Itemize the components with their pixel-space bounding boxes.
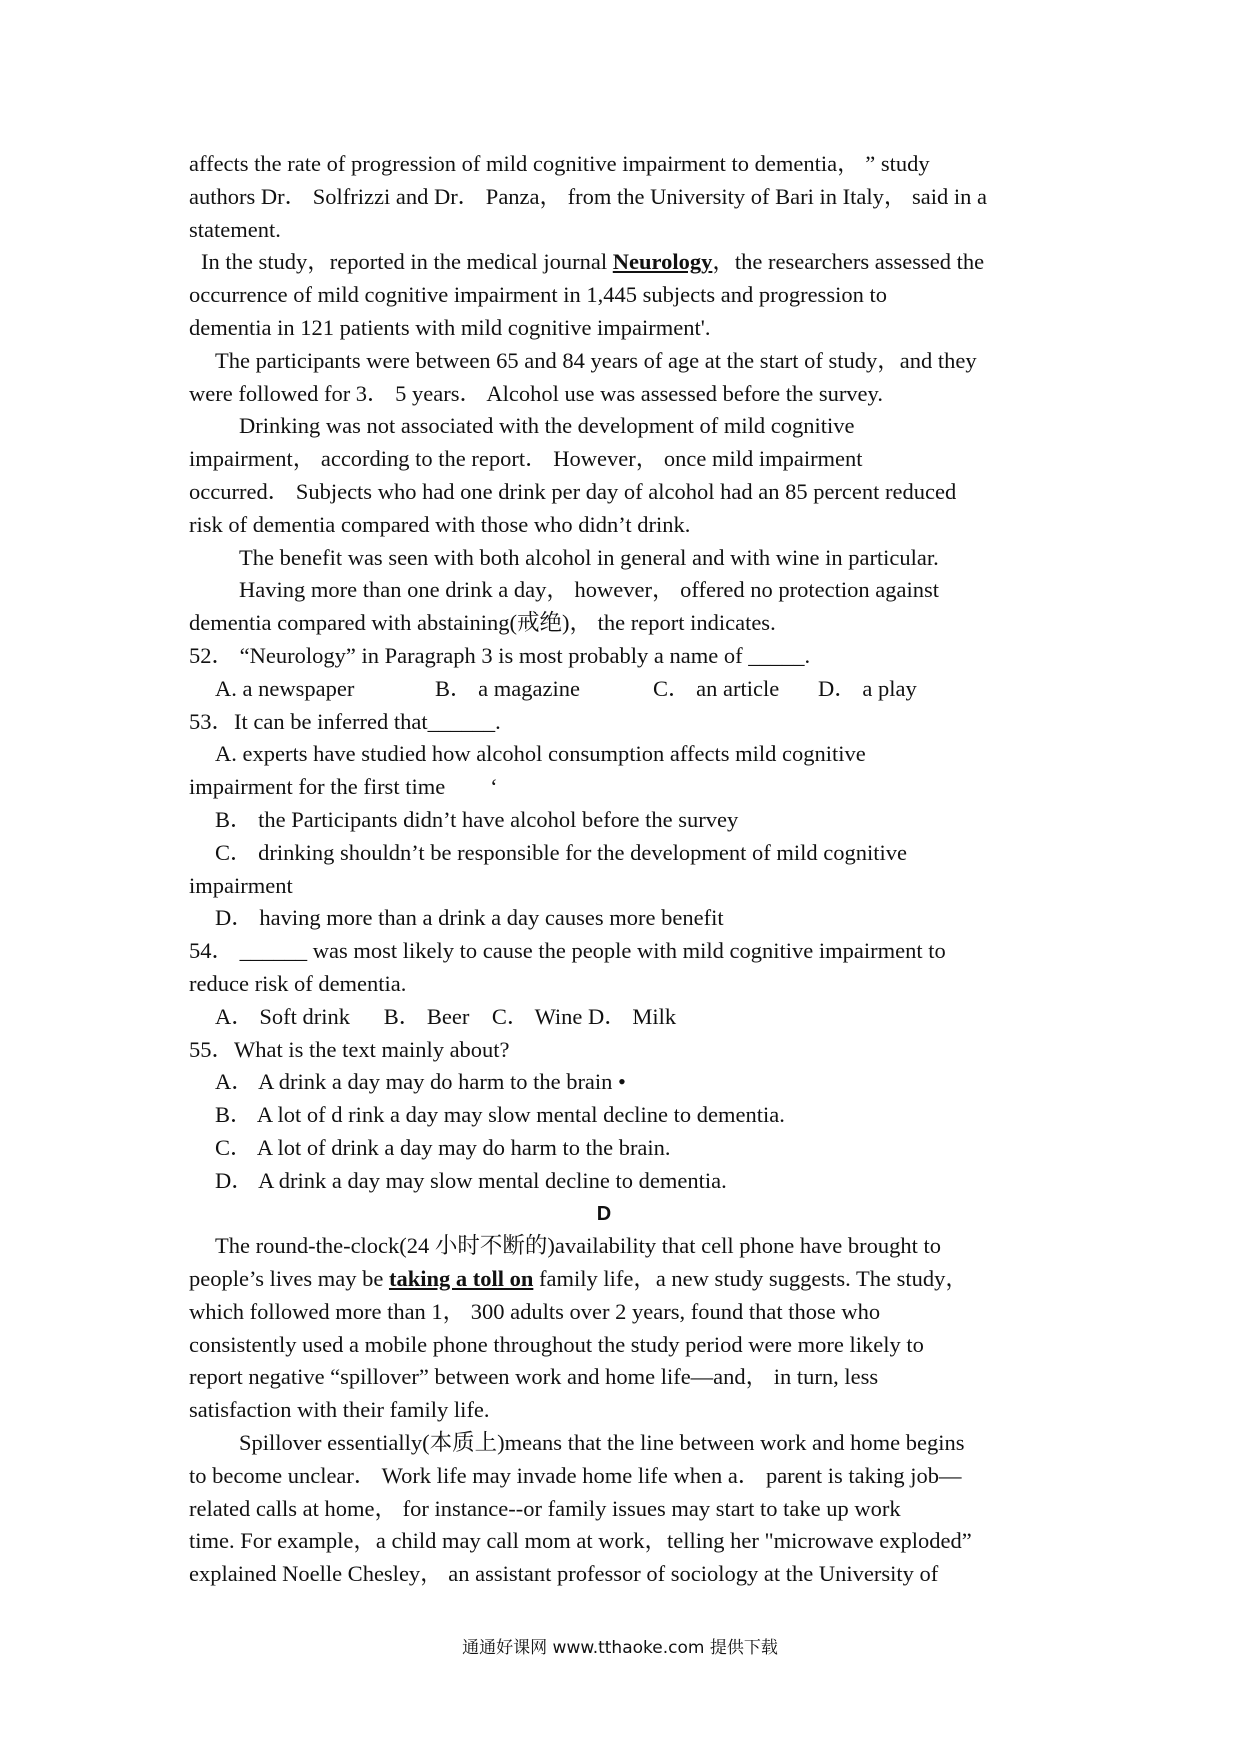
passage-line bbox=[189, 1263, 1069, 1296]
question-53: 53．It can be inferred that______. bbox=[189, 708, 501, 734]
passage-line: time. For example，a child may call mom at work，telling her "microwave exploded” bbox=[189, 1528, 972, 1554]
option-d: D． a play bbox=[818, 675, 917, 701]
question-54-options: A． Soft drink B． Beer C． Wine D． Milk bbox=[215, 1003, 677, 1029]
passage-line: statement. bbox=[189, 216, 281, 242]
question-52-options bbox=[189, 673, 1069, 706]
passage-line: The benefit was seen with both alcohol in general and with wine in particular. bbox=[239, 544, 939, 570]
passage-line: affects the rate of progression of mild cognitive impairment to dementia， ” study bbox=[189, 151, 930, 176]
footer-watermark: 通通好课网 www.tthaoke.com 提供下载 bbox=[462, 1638, 778, 1658]
question-55: 55．What is the text mainly about? bbox=[189, 1036, 510, 1062]
passage-line: to become unclear． Work life may invade home life when a． parent is taking job— bbox=[189, 1462, 962, 1488]
passage-line: The participants were between 65 and 84 years of age at the start of study，and they bbox=[215, 347, 977, 373]
passage-text: family life，a new study suggests. The study， bbox=[533, 1266, 968, 1292]
passage-line: which followed more than 1， 300 adults over 2 years, found that those who bbox=[189, 1298, 881, 1324]
exam-page bbox=[189, 148, 1069, 1591]
option-a: A． A drink a day may do harm to the brain • bbox=[215, 1069, 626, 1095]
passage-line: Having more than one drink a day， however， offered no protection against bbox=[239, 577, 939, 603]
passage-line: authors Dr． Solfrizzi and Dr． Panza， from the University of Bari in Italy， said in a bbox=[189, 183, 987, 209]
passage-line: explained Noelle Chesley， an assistant professor of sociology at the University of bbox=[189, 1561, 939, 1587]
question-54: 54． ______ was most likely to cause the people with mild cognitive impairment to bbox=[189, 938, 946, 964]
passage-line bbox=[189, 246, 1069, 279]
passage-line: related calls at home， for instance--or family issues may start to take up work bbox=[189, 1495, 901, 1521]
passage-text: In the study，reported in the medical journal bbox=[201, 249, 613, 275]
option-c-cont: impairment bbox=[189, 872, 293, 898]
passage-line: occurred． Subjects who had one drink per day of alcohol had an 85 percent reduced bbox=[189, 478, 957, 504]
option-a: A. a newspaper bbox=[215, 675, 355, 701]
passage-line: occurrence of mild cognitive impairment in 1,445 subjects and progression to bbox=[189, 282, 887, 308]
passage-line: risk of dementia compared with those who didn’t drink. bbox=[189, 511, 691, 537]
question-54-cont: reduce risk of dementia. bbox=[189, 970, 407, 996]
section-heading: D bbox=[596, 1202, 612, 1225]
option-b: B． A lot of d rink a day may slow mental decline to dementia. bbox=[215, 1102, 785, 1128]
passage-line: Spillover essentially(本质上)means that the line between work and home begins bbox=[239, 1430, 965, 1456]
passage-text: people’s lives may be bbox=[189, 1266, 389, 1292]
passage-line: satisfaction with their family life. bbox=[189, 1397, 490, 1423]
option-d: D． having more than a drink a day causes more benefit bbox=[215, 905, 724, 931]
passage-line: The round-the-clock(24 小时不断的)availability that cell phone have brought to bbox=[215, 1233, 942, 1259]
passage-line: report negative “spillover” between work and home life—and， in turn, less bbox=[189, 1364, 879, 1390]
option-a: A. experts have studied how alcohol consumption affects mild cognitive bbox=[215, 741, 866, 767]
passage-line: were followed for 3． 5 years． Alcohol use was assessed before the survey. bbox=[189, 380, 883, 406]
underlined-phrase: taking a toll on bbox=[388, 1266, 534, 1292]
question-52: 52． “Neurology” in Paragraph 3 is most probably a name of _____. bbox=[189, 642, 811, 668]
option-c: C． A lot of drink a day may do harm to the brain. bbox=[215, 1134, 671, 1160]
journal-name: Neurology bbox=[612, 249, 713, 275]
passage-line: Drinking was not associated with the development of mild cognitive bbox=[239, 413, 855, 439]
passage-line: dementia compared with abstaining(戒绝)， the report indicates. bbox=[189, 610, 776, 636]
passage-line: consistently used a mobile phone throughout the study period were more likely to bbox=[189, 1331, 924, 1357]
passage-line: impairment， according to the report． However， once mild impairment bbox=[189, 446, 863, 472]
option-b: B． a magazine bbox=[435, 675, 580, 701]
option-c: C． drinking shouldn’t be responsible for the development of mild cognitive bbox=[215, 839, 907, 865]
option-a-cont: impairment for the first time ‘ bbox=[189, 774, 498, 800]
option-b: B． the Participants didn’t have alcohol before the survey bbox=[215, 806, 739, 832]
option-d: D． A drink a day may slow mental decline to dementia. bbox=[215, 1167, 727, 1193]
passage-line: dementia in 121 patients with mild cognitive impairment'. bbox=[189, 314, 711, 340]
option-c: C． an article bbox=[653, 675, 780, 701]
passage-text: ，the researchers assessed the bbox=[712, 249, 985, 275]
